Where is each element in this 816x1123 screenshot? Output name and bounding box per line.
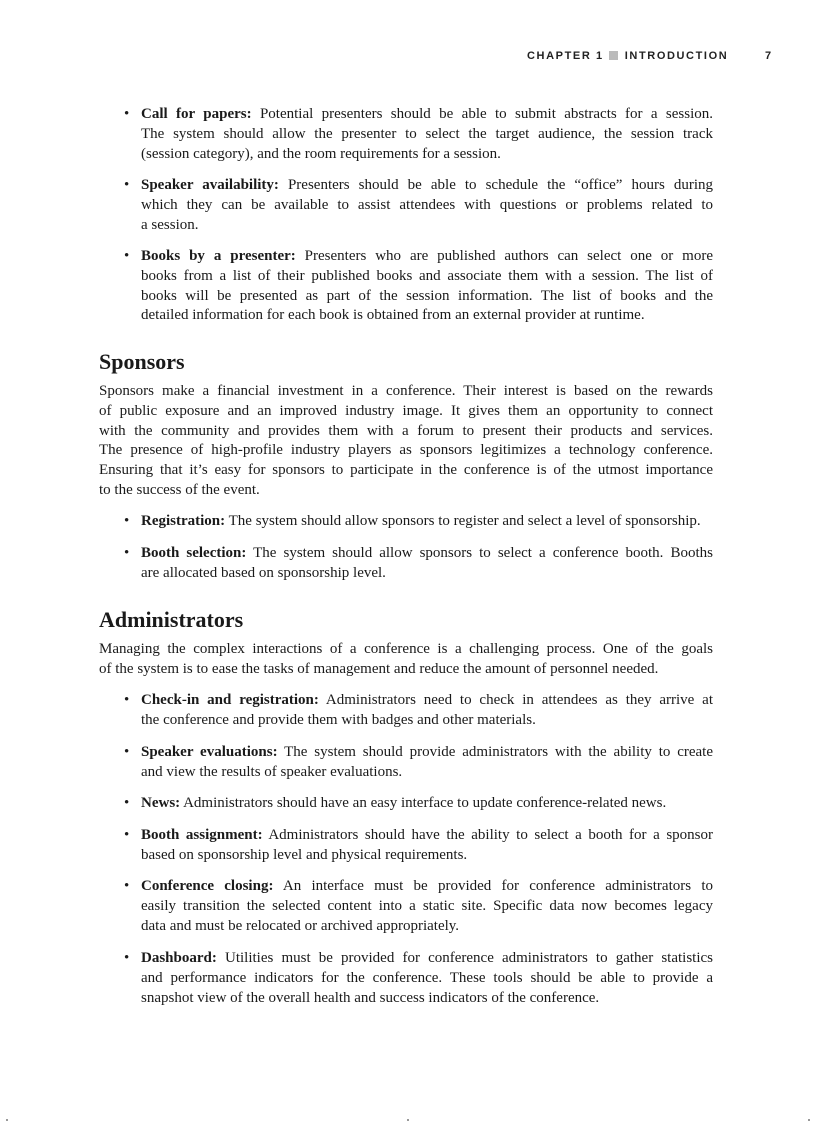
section-heading-administrators: Administrators <box>99 607 244 632</box>
list-item <box>124 794 713 814</box>
bullet-icon: • <box>124 744 130 760</box>
paragraph-line: of public exposure and an improved industry image. It gives them an opportunity to connect <box>99 402 713 419</box>
list-item-line <box>141 794 713 814</box>
bullet-icon: • <box>124 177 130 193</box>
list-item-line <box>141 917 713 937</box>
list-item <box>124 176 714 235</box>
list-item <box>124 877 713 936</box>
list-item-text: The system should allow sponsors to register and select a level of sponsorship. <box>228 513 701 529</box>
list-item-text: books will be presented as part of the session information. The list of books and the <box>141 287 713 304</box>
list-item <box>124 949 713 1008</box>
list-item-line <box>141 216 713 236</box>
crop-mark <box>6 1119 8 1121</box>
list-item-text: are allocated based on sponsorship level. <box>141 564 386 581</box>
paragraph-body <box>99 382 713 501</box>
list-item <box>124 247 713 326</box>
list-item <box>124 743 713 783</box>
list-item-text: (session category), and the room requirements for a session. <box>141 145 501 162</box>
list-item-text: The system should allow sponsors to select a conference booth. Booths <box>253 545 713 561</box>
list-item-line <box>141 846 713 866</box>
list-item-label: Conference closing: <box>141 878 274 894</box>
list-item-text: books from a list of their published books and associate them with a session. The list of <box>141 267 713 284</box>
list-item-text: The system should provide administrators with the ability to create <box>284 744 713 760</box>
list-item-line <box>141 763 713 783</box>
paragraph-line: to the success of the event. <box>99 481 260 498</box>
paragraph-line: of the system is to ease the tasks of management and reduce the amount of personnel needed. <box>99 660 659 677</box>
list-item <box>124 544 713 584</box>
bullet-icon: • <box>124 878 130 894</box>
list-item-text: Administrators should have the ability to select a booth for a sponsor <box>268 827 714 843</box>
list-item-line <box>141 145 713 165</box>
list-item-line <box>141 247 713 267</box>
list-item-text: and performance indicators for the conference. These tools should be able to provide a <box>141 969 713 986</box>
list-item-line <box>141 306 713 326</box>
list-item-text: detailed information for each book is obtained from an external provider at runtime. <box>141 307 645 324</box>
paragraph-line: Sponsors make a financial investment in a conference. Their interest is based on the rewards <box>99 383 713 399</box>
list-item-text: Administrators should have an easy interface to update conference-related news. <box>183 795 667 811</box>
list-item-text: Administrators need to check in attendees as they arrive at <box>325 692 713 708</box>
list-item-line <box>141 512 713 532</box>
bullet-icon: • <box>124 692 130 708</box>
list-item-text: the conference and provide them with badges and other materials. <box>141 711 536 728</box>
list-item-line <box>141 969 713 989</box>
bullet-icon: • <box>124 545 130 561</box>
list-item-line <box>141 125 713 145</box>
list-item-text: data and must be relocated or archived appropriately. <box>141 917 460 934</box>
list-item-text: which they can be available to assist attendees with questions or problems related to <box>141 196 713 213</box>
list-item-line <box>141 564 713 584</box>
list-item-text: and view the results of speaker evaluations. <box>141 763 403 780</box>
list-item-text: Utilities must be provided for conference administrators to gather statistics <box>224 950 713 966</box>
list-item-label: Books by a presenter: <box>141 248 296 264</box>
list-item-line <box>141 877 713 897</box>
section-label: INTRODUCTION <box>624 50 729 62</box>
bullet-icon: • <box>124 950 130 966</box>
list-item-line <box>141 897 713 917</box>
crop-mark <box>808 1119 810 1121</box>
list-item-text: based on sponsorship level and physical requirements. <box>141 846 468 863</box>
paragraph-body <box>99 640 713 680</box>
list-item-text: snapshot view of the overall health and success indicators of the conference. <box>141 989 600 1006</box>
separator-square-icon <box>609 51 618 60</box>
list-item-text: Potential presenters should be able to submit abstracts for a session. <box>259 106 713 122</box>
bullet-icon: • <box>124 827 130 843</box>
list-item-line <box>141 826 713 846</box>
list-item-line <box>141 743 713 763</box>
paragraph-line: with the community and provides them with a forum to present their products and services. <box>99 422 713 439</box>
list-item <box>124 826 714 866</box>
list-item-line <box>141 711 713 731</box>
bullet-icon: • <box>124 248 130 264</box>
page-number: 7 <box>765 50 772 62</box>
list-item-text: Presenters who are published authors can select one or more <box>304 248 713 264</box>
list-item <box>124 691 713 731</box>
list-item-label: Booth assignment: <box>141 827 263 843</box>
list-item-line <box>141 691 713 711</box>
section-heading-sponsors: Sponsors <box>99 349 185 374</box>
list-item-text: a session. <box>141 216 199 233</box>
list-item-line <box>141 544 713 564</box>
list-item-text: Presenters should be able to schedule the “office” hours during <box>287 177 714 193</box>
list-item-line <box>141 176 713 196</box>
bullet-icon: • <box>124 106 130 122</box>
list-item <box>124 512 713 532</box>
list-item-text: easily transition the selected content into a static site. Specific data now becomes legacy <box>141 897 713 914</box>
list-item <box>124 105 713 164</box>
list-item-label: Call for papers: <box>141 106 252 122</box>
crop-mark <box>407 1119 409 1121</box>
list-item-label: Check-in and registration: <box>141 692 319 708</box>
list-item-label: News: <box>141 795 181 811</box>
bullet-icon: • <box>124 513 130 529</box>
chapter-label: CHAPTER 1 <box>527 50 604 62</box>
list-item-line <box>141 196 713 216</box>
list-item-label: Speaker availability: <box>141 177 279 193</box>
list-item-label: Dashboard: <box>141 950 217 966</box>
paragraph-line: Managing the complex interactions of a conference is a challenging process. One of the goals <box>99 641 713 657</box>
list-item-line <box>141 287 713 307</box>
list-item-line <box>141 267 713 287</box>
list-item-line <box>141 989 713 1009</box>
list-item-label: Speaker evaluations: <box>141 744 278 760</box>
running-header <box>527 50 728 62</box>
list-item-label: Booth selection: <box>141 545 247 561</box>
list-item-line <box>141 949 713 969</box>
bullet-icon: • <box>124 795 130 811</box>
list-item-text: An interface must be provided for conference administrators to <box>282 878 713 894</box>
list-item-line <box>141 105 713 125</box>
paragraph-line: The presence of high-profile industry players as sponsors legitimizes a technology conference. <box>99 442 713 459</box>
list-item-label: Registration: <box>141 513 226 529</box>
list-item-text: The system should allow the presenter to select the target audience, the session track <box>141 125 713 142</box>
paragraph-line: Ensuring that it’s easy for sponsors to participate in the conference is of the utmost importance <box>99 462 713 479</box>
